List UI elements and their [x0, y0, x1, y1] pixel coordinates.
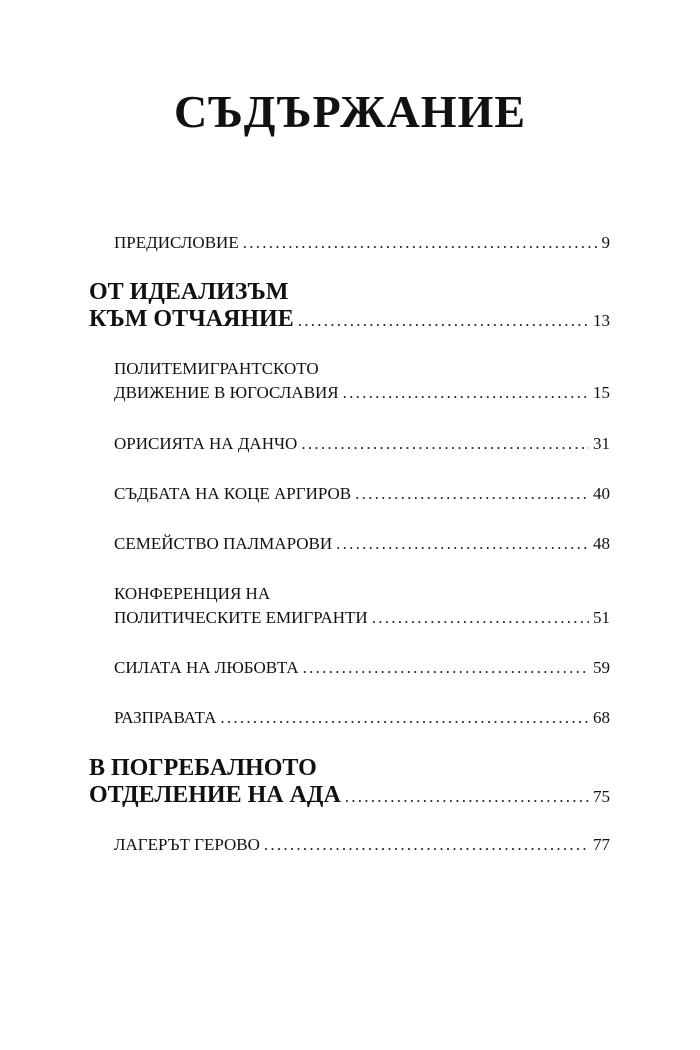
toc-page-number: 68: [593, 708, 610, 727]
toc-section-title-line: В ПОГРЕБАЛНОТО: [89, 755, 317, 781]
toc-row: [114, 582, 610, 606]
toc-leader-dots: [372, 606, 589, 630]
toc-leader-dots: [343, 381, 589, 405]
toc-entry: [114, 656, 610, 680]
toc-row: [89, 306, 610, 334]
toc-row: [89, 782, 610, 810]
page-title: СЪДЪРЖАНИЕ: [173, 86, 527, 137]
toc-page-number: 31: [593, 434, 610, 453]
toc-entry-title: ЛАГЕРЪТ ГЕРОВО: [114, 835, 260, 854]
toc-page-number: 51: [593, 608, 610, 627]
toc-page-number: 13: [593, 311, 610, 330]
toc-entry: [114, 432, 610, 456]
toc-entry: [114, 231, 610, 255]
toc-entry-title: РАЗПРАВАТА: [114, 708, 217, 727]
toc-leader-dots: [301, 432, 589, 456]
toc-entry-title: ПРЕДИСЛОВИЕ: [114, 233, 239, 252]
toc-entry: [114, 482, 610, 506]
toc-row: [114, 532, 610, 556]
toc-page-number: 75: [593, 787, 610, 806]
toc-leader-dots: [243, 231, 598, 255]
toc-entry-title: СИЛАТА НА ЛЮБОВТА: [114, 658, 299, 677]
toc-row: [89, 279, 610, 306]
toc-section-entry: [89, 279, 610, 334]
toc-section-title-line: ОТ ИДЕАЛИЗЪМ: [89, 279, 289, 305]
toc-row: [114, 656, 610, 680]
toc-entry: [114, 706, 610, 730]
toc-page-number: 77: [593, 835, 610, 854]
toc-entry-title-line: ДВИЖЕНИЕ В ЮГОСЛАВИЯ: [114, 383, 339, 402]
toc-section-entry: [89, 755, 610, 810]
toc-leader-dots: [355, 482, 589, 506]
toc-entry-title: ОРИСИЯТА НА ДАНЧО: [114, 434, 298, 453]
toc-entry: [114, 357, 610, 405]
toc-leader-dots: [220, 706, 589, 730]
toc-row: [114, 833, 610, 857]
toc-row: [114, 381, 610, 405]
toc-entry: [114, 532, 610, 556]
toc-leader-dots: [345, 783, 589, 810]
toc-leader-dots: [336, 532, 589, 556]
toc-entry-title-line: ПОЛИТЕМИГРАНТСКОТО: [114, 359, 319, 378]
toc-page-number: 59: [593, 658, 610, 677]
toc-page-number: 48: [593, 534, 610, 553]
toc-row: [114, 706, 610, 730]
toc-entry-title-line: ПОЛИТИЧЕСКИТЕ ЕМИГРАНТИ: [114, 608, 368, 627]
toc-row: [114, 432, 610, 456]
toc-section-title-line: КЪМ ОТЧАЯНИЕ: [89, 306, 294, 332]
toc-row: [114, 357, 610, 381]
toc-row: [89, 755, 610, 782]
toc-row: [114, 231, 610, 255]
toc-entry-title-line: КОНФЕРЕНЦИЯ НА: [114, 584, 271, 603]
toc-page-number: 15: [593, 383, 610, 402]
toc-leader-dots: [298, 307, 589, 334]
toc-leader-dots: [303, 656, 589, 680]
toc-page-number: 9: [601, 233, 610, 252]
toc-entry: [114, 582, 610, 630]
toc-entry-title: СЕМЕЙСТВО ПАЛМАРОВИ: [114, 534, 333, 553]
toc-entry: [114, 833, 610, 857]
toc-entry-title: СЪДБАТА НА КОЦЕ АРГИРОВ: [114, 484, 352, 503]
toc-section-title-line: ОТДЕЛЕНИЕ НА АДА: [89, 782, 341, 808]
toc-row: [114, 482, 610, 506]
toc-row: [114, 606, 610, 630]
toc-leader-dots: [264, 833, 589, 857]
toc-page-number: 40: [593, 484, 610, 503]
